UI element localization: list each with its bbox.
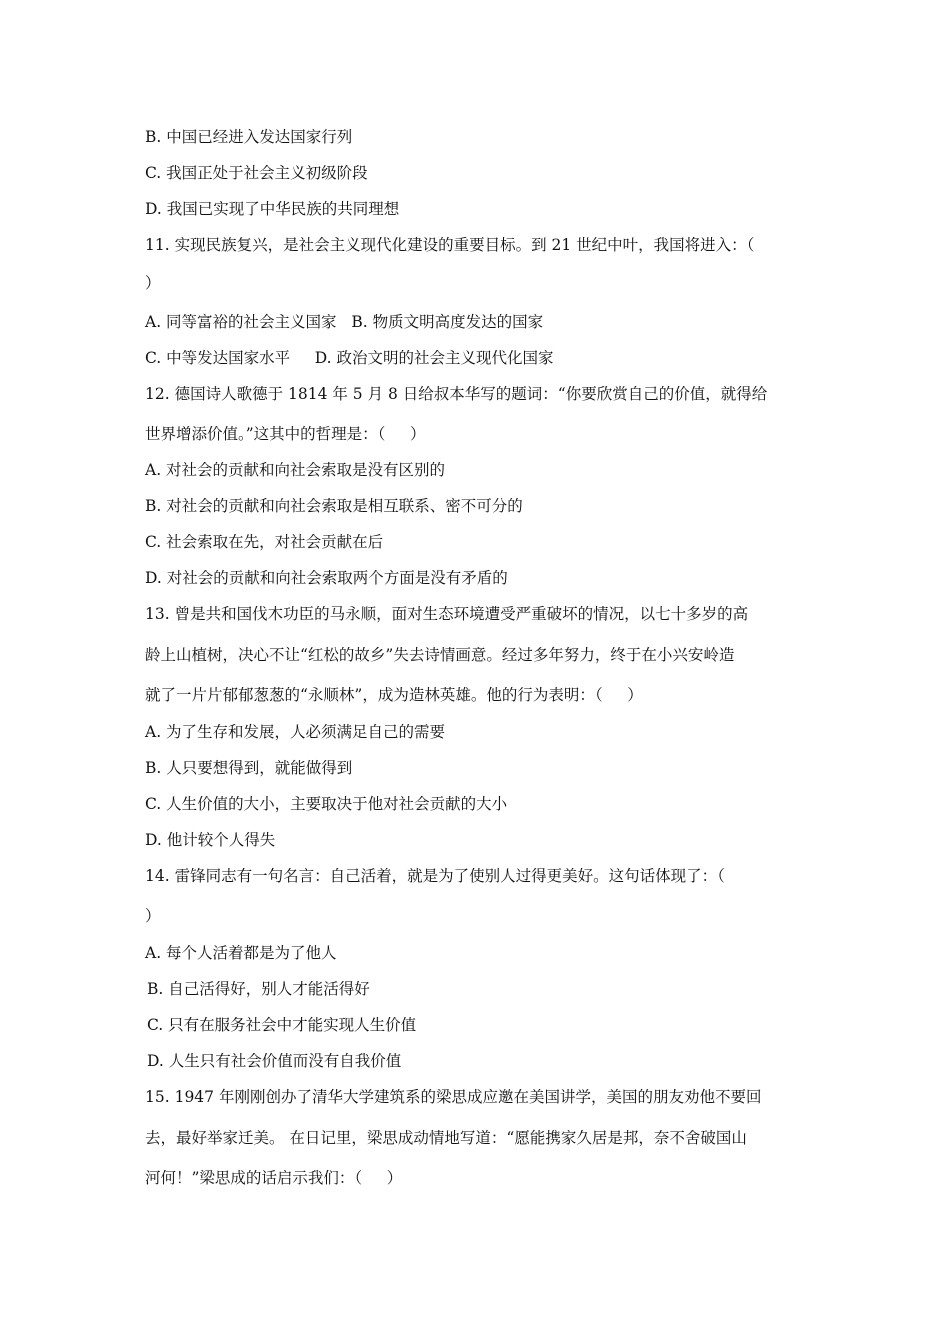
option-13d: D. 他计较个人得失 xyxy=(145,831,276,849)
options-11-ab: A. 同等富裕的社会主义国家 B. 物质文明高度发达的国家 xyxy=(145,313,544,331)
question-13-line-2: 龄上山植树，决心不让“红松的故乡”失去诗情画意。经过多年努力，终于在小兴安岭造 xyxy=(145,646,735,664)
question-15-line-1: 15. 1947 年刚刚创办了清华大学建筑系的梁思成应邀在美国讲学，美国的朋友劝他不要回 xyxy=(145,1088,762,1106)
question-11-line-2: ） xyxy=(145,274,161,292)
question-14-line-2: ） xyxy=(145,907,161,925)
option-13a: A. 为了生存和发展，人必须满足自己的需要 xyxy=(145,723,446,741)
question-11-line-1: 11. 实现民族复兴，是社会主义现代化建设的重要目标。到 21 世纪中叶，我国将进入：（ xyxy=(145,236,755,254)
question-13-line-1: 13. 曾是共和国伐木功臣的马永顺，面对生态环境遭受严重破坏的情况，以七十多岁的高 xyxy=(145,605,749,623)
option-12a: A. 对社会的贡献和向社会索取是没有区别的 xyxy=(145,461,446,479)
option-12d: D. 对社会的贡献和向社会索取两个方面是没有矛盾的 xyxy=(145,569,508,587)
option-10c: C. 我国正处于社会主义初级阶段 xyxy=(145,164,368,182)
option-13b: B. 人只要想得到，就能做得到 xyxy=(145,759,353,777)
option-14a: A. 每个人活着都是为了他人 xyxy=(145,944,337,962)
option-14c: C. 只有在服务社会中才能实现人生价值 xyxy=(147,1016,417,1034)
option-12c: C. 社会索取在先，对社会贡献在后 xyxy=(145,533,384,551)
option-14b: B. 自己活得好，别人才能活得好 xyxy=(147,980,370,998)
question-12-line-1: 12. 德国诗人歌德于 1814 年 5 月 8 日给叔本华写的题词：“你要欣赏自己的价值，就得给 xyxy=(145,385,768,403)
option-12b: B. 对社会的贡献和向社会索取是相互联系、密不可分的 xyxy=(145,497,523,515)
option-10d: D. 我国已实现了中华民族的共同理想 xyxy=(145,200,400,218)
option-13c: C. 人生价值的大小，主要取决于他对社会贡献的大小 xyxy=(145,795,508,813)
question-15-line-3: 河何！”梁思成的话启示我们：（ ） xyxy=(145,1169,403,1187)
question-13-line-3: 就了一片片郁郁葱葱的“永顺林”，成为造林英雄。他的行为表明：（ ） xyxy=(145,686,643,704)
question-12-line-2: 世界增添价值。”这其中的哲理是：（ ） xyxy=(145,425,426,443)
option-14d: D. 人生只有社会价值而没有自我价值 xyxy=(147,1052,402,1070)
question-14-line-1: 14. 雷锋同志有一句名言：自己活着，就是为了使别人过得更美好。这句话体现了：（ xyxy=(145,867,725,885)
option-10b: B. 中国已经进入发达国家行列 xyxy=(145,128,353,146)
options-11-cd: C. 中等发达国家水平 D. 政治文明的社会主义现代化国家 xyxy=(145,349,554,367)
question-15-line-2: 去，最好举家迁美。 在日记里，梁思成动情地写道：“愿能携家久居是邦，奈不舍破国山 xyxy=(145,1129,747,1147)
